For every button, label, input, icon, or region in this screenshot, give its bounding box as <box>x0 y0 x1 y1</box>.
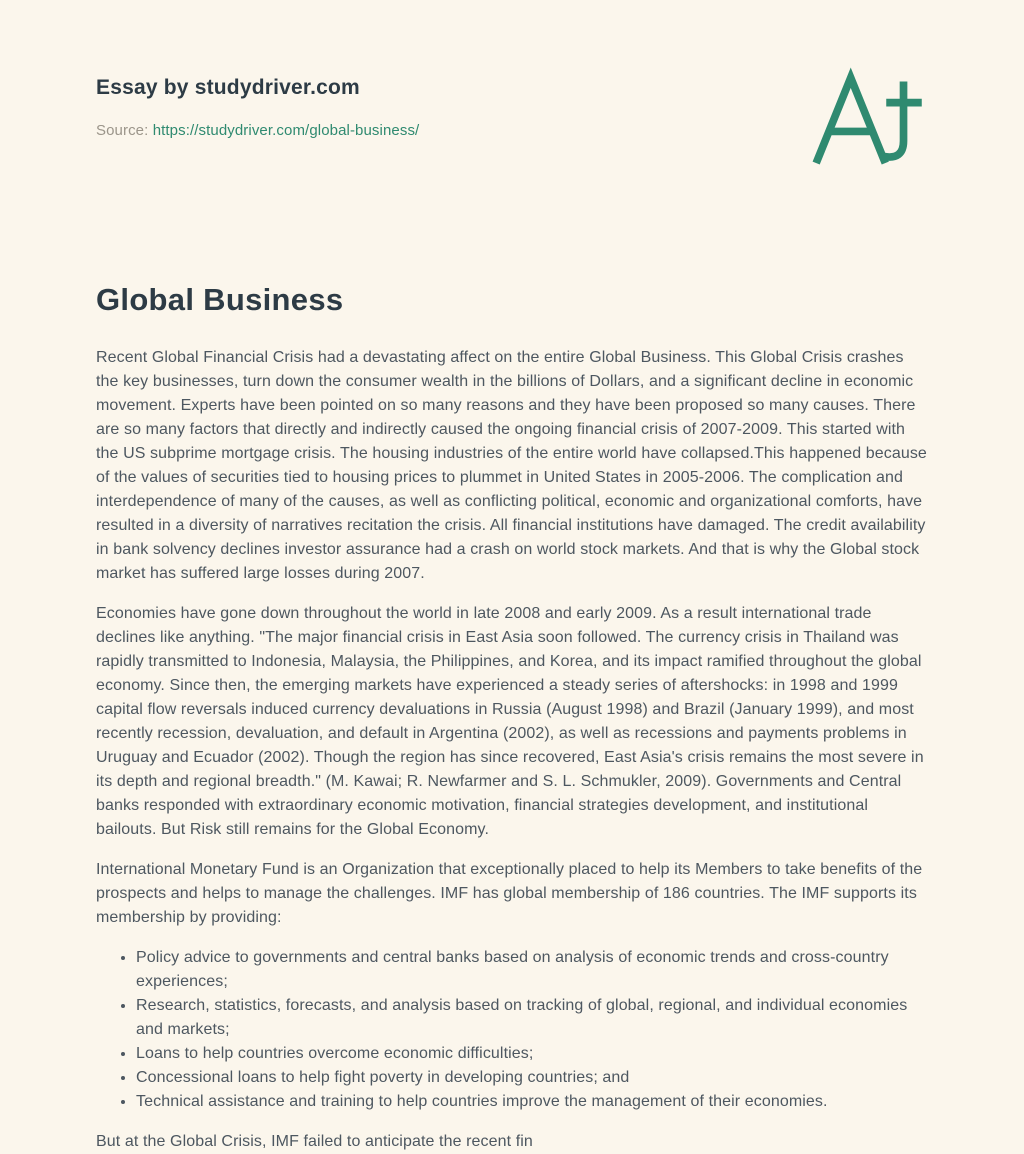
paragraph-financial-crisis: Recent Global Financial Crisis had a devastating affect on the entire Global Business. This Global Crisis crashes the key businesses, turn down the consumer wealth in the billions of Dollars, and a significant decline in economic movement. Experts have been pointed on so many reasons and they have been proposed so many causes. There are so many factors that directly and indirectly caused the ongoing financial crisis of 2007-2009. This started with the US subprime mortgage crisis. The housing industries of the entire world have collapsed.This happened because of the values of securities tied to housing prices to plummet in United States in 2005-2006. The complication and interdependence of many of the causes, as well as conflicting political, economic and organizational comforts, have resulted in a diversity of narratives recitation the crisis. All financial institutions have damaged. The credit availability in bank solvency declines investor assurance had a crash on world stock markets. And that is why the Global stock market has suffered large losses during 2007. <box>96 349 927 582</box>
list-item-research: • Research, statistics, forecasts, and analysis based on tracking of global, regional, and individual economies and markets; <box>136 994 928 1042</box>
page-title: Global Business <box>96 282 344 317</box>
paragraph-imf-intro: International Monetary Fund is an Organization that exceptionally placed to help its Members to take benefits of the prospects and helps to manage the challenges. IMF has global membership of 186 countries. The IMF supports its membership by providing: <box>96 861 923 926</box>
list-item-concessional-loans: • Concessional loans to help fight poverty in developing countries; and <box>136 1066 928 1090</box>
paragraph-closing-truncated: But at the Global Crisis, IMF failed to anticipate the recent fin <box>96 1133 533 1150</box>
paragraph-east-asia: Economies have gone down throughout the world in late 2008 and early 2009. As a result international trade declines like anything. "The major financial crisis in East Asia soon followed. The currency crisis in Thailand was rapidly transmitted to Indonesia, Malaysia, the Philippines, and Korea, and its impact ramified throughout the global economy. Since then, the emerging markets have experienced a steady series of aftershocks: in 1998 and 1999 capital flow reversals induced currency devaluations in Russia (August 1998) and Brazil (January 1999), and most recently recession, devaluation, and default in Argentina (2002), as well as recessions and payments problems in Uruguay and Ecuador (2002). Though the region has since recovered, East Asia's crisis remains the most severe in its depth and regional breadth." (M. Kawai; R. Newfarmer and S. L. Schmukler, 2009). Governments and Central banks responded with extraordinary economic motivation, financial strategies development, and institutional bailouts. But Risk still remains for the Global Economy. <box>96 605 924 838</box>
source-link[interactable]: https://studydriver.com/global-business/ <box>152 122 420 139</box>
studydriver-logo <box>810 70 926 166</box>
header-text-block <box>96 76 419 139</box>
a-plus-dagger-icon <box>810 70 926 166</box>
source-row <box>96 122 419 139</box>
list-item-technical-assistance: • Technical assistance and training to help countries improve the management of their economies. <box>136 1090 928 1114</box>
source-label: Source: <box>96 122 149 139</box>
page-header <box>96 76 928 166</box>
byline: Essay by studydriver.com <box>96 76 360 99</box>
imf-services-list <box>96 946 928 1114</box>
article-body <box>96 346 928 1154</box>
list-item-loans: • Loans to help countries overcome economic difficulties; <box>136 1042 928 1066</box>
list-item-policy-advice: • Policy advice to governments and central banks based on analysis of economic trends and cross-country experiences; <box>136 946 928 994</box>
